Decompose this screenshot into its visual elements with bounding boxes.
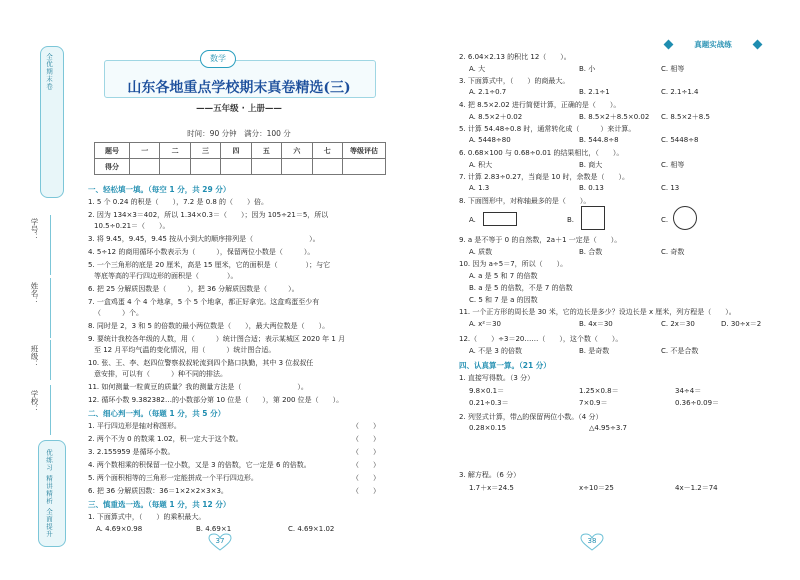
right-page [455,0,795,580]
choice-4-option-c[interactable]: C. 8.5×2＋8.5 [661,113,710,121]
choice-9-option-c[interactable]: C. 奇数 [661,248,685,256]
judge-answer-5[interactable]: （ ） [352,474,380,482]
choice-1-option-b[interactable]: B. 4.69×1 [196,525,232,533]
question-fill-7: 7. 一盒鸡蛋 4 个 4 个地拿，5 个 5 个地拿，都正好拿完。这盒鸡蛋至少有 [88,298,320,306]
score-table [94,142,386,175]
choice-5-option-a[interactable]: A. 5448÷80 [469,136,511,144]
rectangle-figure [483,212,517,226]
section-heading-fill: 一、轻松填一填。（每空 1 分，共 29 分） [88,185,231,194]
score-row-label: 得分 [95,159,130,175]
choice-question-10: 10. 因为 a÷5＝7，所以（ ）。 [459,260,568,268]
choice-7-option-b[interactable]: B. 0.13 [579,184,604,192]
calc-item: 0.21÷0.3＝ [469,399,509,407]
calc-subheading-3: 3. 解方程。（6 分） [459,471,521,479]
score-table-header: 七 [312,143,342,159]
choice-7-option-c[interactable]: C. 13 [661,184,680,192]
choice-12-option-a[interactable]: A. 不是 3 的倍数 [469,347,523,355]
page-number-left: 37 [215,537,225,545]
choice-10-option-c[interactable]: C. 5 和 7 是 a 的因数 [469,296,538,304]
grade-label: ——五年级 · 上册—— [196,104,282,114]
judge-item-2: 2. 两个不为 0 的数乘 1.02，积一定大于这个数。 [88,435,243,443]
equation-item: 4x－1.2＝74 [675,484,718,492]
divider [50,215,51,275]
score-cell[interactable] [251,159,281,175]
choice-10-option-a[interactable]: A. a 是 5 和 7 的倍数 [469,272,538,280]
choice-3-option-b[interactable]: B. 2.1÷1 [579,88,610,96]
choice-8-option-a[interactable]: A. [469,216,476,224]
choice-10-option-b[interactable]: B. a 是 5 的倍数，不是 7 的倍数 [469,284,573,292]
choice-8-option-b[interactable]: B. [567,216,575,224]
equation-item: 1.7＋x＝24.5 [469,484,514,492]
question-fill-2: 2. 因为 134×3＝402，所以 1.34×0.3＝（ ）；因为 105÷21＝5，所以 [88,211,329,219]
sidebar-top-badge-text: 全优期末卷 [45,53,53,91]
choice-question-11: 11. 一个正方形的周长是 30 米，它的边长是多少？设边长是 x 厘米，列方程是（ ）。 [459,308,736,316]
divider [50,340,51,380]
choice-question-3: 3. 下面算式中，（ ）的商最大。 [459,77,570,85]
judge-item-4: 4. 两个数相乘的积保留一位小数，又是 3 的倍数，它一定是 6 的倍数。 [88,461,311,469]
score-cell[interactable] [221,159,251,175]
choice-2-option-b[interactable]: B. 小 [579,65,596,73]
page-number-right: 38 [587,537,597,545]
section-heading-judge: 二、细心判一判。（每题 1 分，共 5 分） [88,409,226,418]
choice-11-option-a[interactable]: A. x²＝30 [469,320,501,328]
choice-8-option-c[interactable]: C. [661,216,669,224]
question-fill-1: 1. 5 个 0.24 的积是（ ），7.2 是 0.8 的（ ）倍。 [88,198,269,206]
question-fill-9: 9. 要统计我校各年级的人数，用（ ）统计图合适；表示某城区 2020 年 1 月 [88,335,346,343]
sidebar-bottom-badge [38,440,66,547]
score-cell[interactable] [312,159,342,175]
choice-question-1: 1. 下面算式中，（ ）的乘积最大。 [88,513,206,521]
judge-answer-1[interactable]: （ ） [352,422,380,430]
score-cell[interactable] [160,159,190,175]
binding-sidebar [26,40,72,545]
choice-3-option-c[interactable]: C. 2.1÷1.4 [661,88,699,96]
score-table-header: 二 [160,143,190,159]
choice-12-option-b[interactable]: B. 是奇数 [579,347,610,355]
judge-item-3: 3. 2.155959 是循环小数。 [88,448,175,456]
question-fill-6: 6. 把 25 分解质因数是（ ），把 36 分解质因数是（ ）。 [88,285,299,293]
section-heading-choice: 三、慎重选一选。（每题 1 分，共 12 分） [88,500,231,509]
choice-11-option-d[interactable]: D. 30÷x＝2 [721,320,762,328]
choice-6-option-a[interactable]: A. 积大 [469,161,493,169]
choice-question-5: 5. 计算 54.48÷0.8 时，通常转化成（ ）来计算。 [459,125,636,133]
square-figure [581,206,605,230]
vertical-calc-item: 0.28×0.15 [469,424,507,432]
score-cell[interactable] [343,159,386,175]
score-table-header: 四 [221,143,251,159]
class-field[interactable]: 班级： [30,345,39,368]
score-table-header-row [95,143,386,159]
choice-1-option-c[interactable]: C. 4.69×1.02 [288,525,335,533]
school-field[interactable]: 学校： [30,390,39,413]
exam-meta: 时间：90 分钟 满分：100 分 [187,129,291,138]
judge-answer-6[interactable]: （ ） [352,487,380,495]
equation-item: x÷10＝25 [579,484,614,492]
circle-figure [673,206,697,230]
calc-item: 1.25×0.8＝ [579,387,619,395]
choice-question-2: 2. 6.04×2.13 的积比 12（ ）。 [459,53,571,61]
question-fill-3: 3. 将 9.45，9.45̇，9.4̇5̇ 按从小到大的顺序排列是（ ）。 [88,235,320,243]
choice-3-option-a[interactable]: A. 2.1÷0.7 [469,88,507,96]
sidebar-bottom-badge-text: 优练习 精讲精析 全面提升 [45,449,53,538]
choice-5-option-b[interactable]: B. 544.8÷8 [579,136,619,144]
choice-2-option-a[interactable]: A. 大 [469,65,486,73]
question-fill-7-cont: （ ）个。 [94,309,143,317]
divider [50,385,51,435]
choice-12-option-c[interactable]: C. 不是合数 [661,347,699,355]
choice-question-8: 8. 下面图形中，对称轴最多的是（ ）。 [459,197,591,205]
choice-question-4: 4. 把 8.5×2.02 进行简便计算，正确的是（ ）。 [459,101,621,109]
judge-item-1: 1. 平行四边形是轴对称图形。 [88,422,181,430]
judge-item-6: 6. 把 36 分解质因数：36＝1×2×2×3×3。 [88,487,228,495]
choice-4-option-b[interactable]: B. 8.5×2＋8.5×0.02 [579,113,650,121]
question-fill-5: 5. 一个三角形的底是 20 厘米，高是 15 厘米，它的面积是（ ）；与它 [88,261,331,269]
score-table-header: 一 [130,143,160,159]
choice-7-option-a[interactable]: A. 1.3 [469,184,490,192]
choice-question-6: 6. 0.68×100 与 0.68÷0.01 的结果相比，（ ）。 [459,149,624,157]
choice-question-12: 12.（ ）÷3＝20……（ ），这个数（ ）。 [459,335,623,343]
question-fill-11: 11. 如何测量一粒黄豆的质量？我的测量方法是（ ）。 [88,383,308,391]
choice-1-option-a[interactable]: A. 4.69×0.98 [96,525,143,533]
score-cell[interactable] [282,159,312,175]
calc-item: 9.8×0.1＝ [469,387,505,395]
choice-6-option-b[interactable]: B. 商大 [579,161,603,169]
calc-item: 0.36÷0.09＝ [675,399,720,407]
score-cell[interactable] [190,159,220,175]
question-fill-8: 8. 同时是 2，3 和 5 的倍数的最小两位数是（ ），最大两位数是（ ）。 [88,322,330,330]
section-heading-calc: 四、认真算一算。（21 分） [459,361,551,370]
judge-answer-3[interactable]: （ ） [352,448,380,456]
judge-answer-4[interactable]: （ ） [352,461,380,469]
choice-9-option-b[interactable]: B. 合数 [579,248,603,256]
page-title: 山东各地重点学校期末真卷精选(三) [127,80,351,96]
score-table-header: 六 [282,143,312,159]
choice-9-option-a[interactable]: A. 质数 [469,248,493,256]
question-fill-10: 10. 张、王、李、赵四位警察叔叔轮流到四个路口执勤，其中 3 位叔叔任 [88,359,314,367]
choice-5-option-c[interactable]: C. 5448÷8 [661,136,699,144]
name-field[interactable]: 姓名： [30,282,39,305]
score-table-header: 等级评估 [343,143,386,159]
judge-answer-2[interactable]: （ ） [352,435,380,443]
score-table-header: 三 [190,143,220,159]
question-fill-12: 12. 循环小数 9.382382…的小数部分第 10 位是（ ），第 200 位是（ ）。 [88,396,344,404]
calc-subheading-2: 2. 列竖式计算，带△的保留两位小数。（4 分） [459,413,603,421]
choice-6-option-c[interactable]: C. 相等 [661,161,685,169]
question-fill-10-cont: 意安排，可以有（ ）种不同的排法。 [94,370,227,378]
choice-2-option-c[interactable]: C. 相等 [661,65,685,73]
score-table-header: 题号 [95,143,130,159]
score-table-row [95,159,386,175]
student-id-field[interactable]: 学号： [30,218,39,241]
score-cell[interactable] [130,159,160,175]
choice-question-9: 9. a 是不等于 0 的自然数，2a＋1 一定是（ ）。 [459,236,622,244]
vertical-calc-item: △4.95÷3.7 [589,424,627,432]
score-table-header: 五 [251,143,281,159]
calc-item: 7×0.9＝ [579,399,608,407]
calc-subheading-1: 1. 直接写得数。（3 分） [459,374,535,382]
question-fill-4: 4. 5÷12 的商用循环小数表示为（ ），保留两位小数是（ ）。 [88,248,315,256]
choice-question-7: 7. 计算 2.83÷0.27，当商是 10 时，余数是（ ）。 [459,173,630,181]
choice-4-option-a[interactable]: A. 8.5×2＋0.02 [469,113,523,121]
judge-item-5: 5. 两个面积相等的三角形一定能拼成一个平行四边形。 [88,474,258,482]
choice-11-option-b[interactable]: B. 4x＝30 [579,320,613,328]
choice-11-option-c[interactable]: C. 2x＝30 [661,320,695,328]
divider [50,278,51,338]
subject-tag: 数学 [200,50,236,68]
sidebar-top-badge [40,46,64,198]
calc-item: 34÷4＝ [675,387,702,395]
question-fill-2-cont: 10.5÷0.21＝（ ）。 [94,222,170,230]
section-corner-tag: 真题实战练 [665,38,761,51]
question-fill-9-cont: 至 12 月平均气温的变化情况，用（ ）统计图合适。 [94,346,276,354]
question-fill-5-cont: 等底等高的平行四边形的面积是（ ）。 [94,272,238,280]
